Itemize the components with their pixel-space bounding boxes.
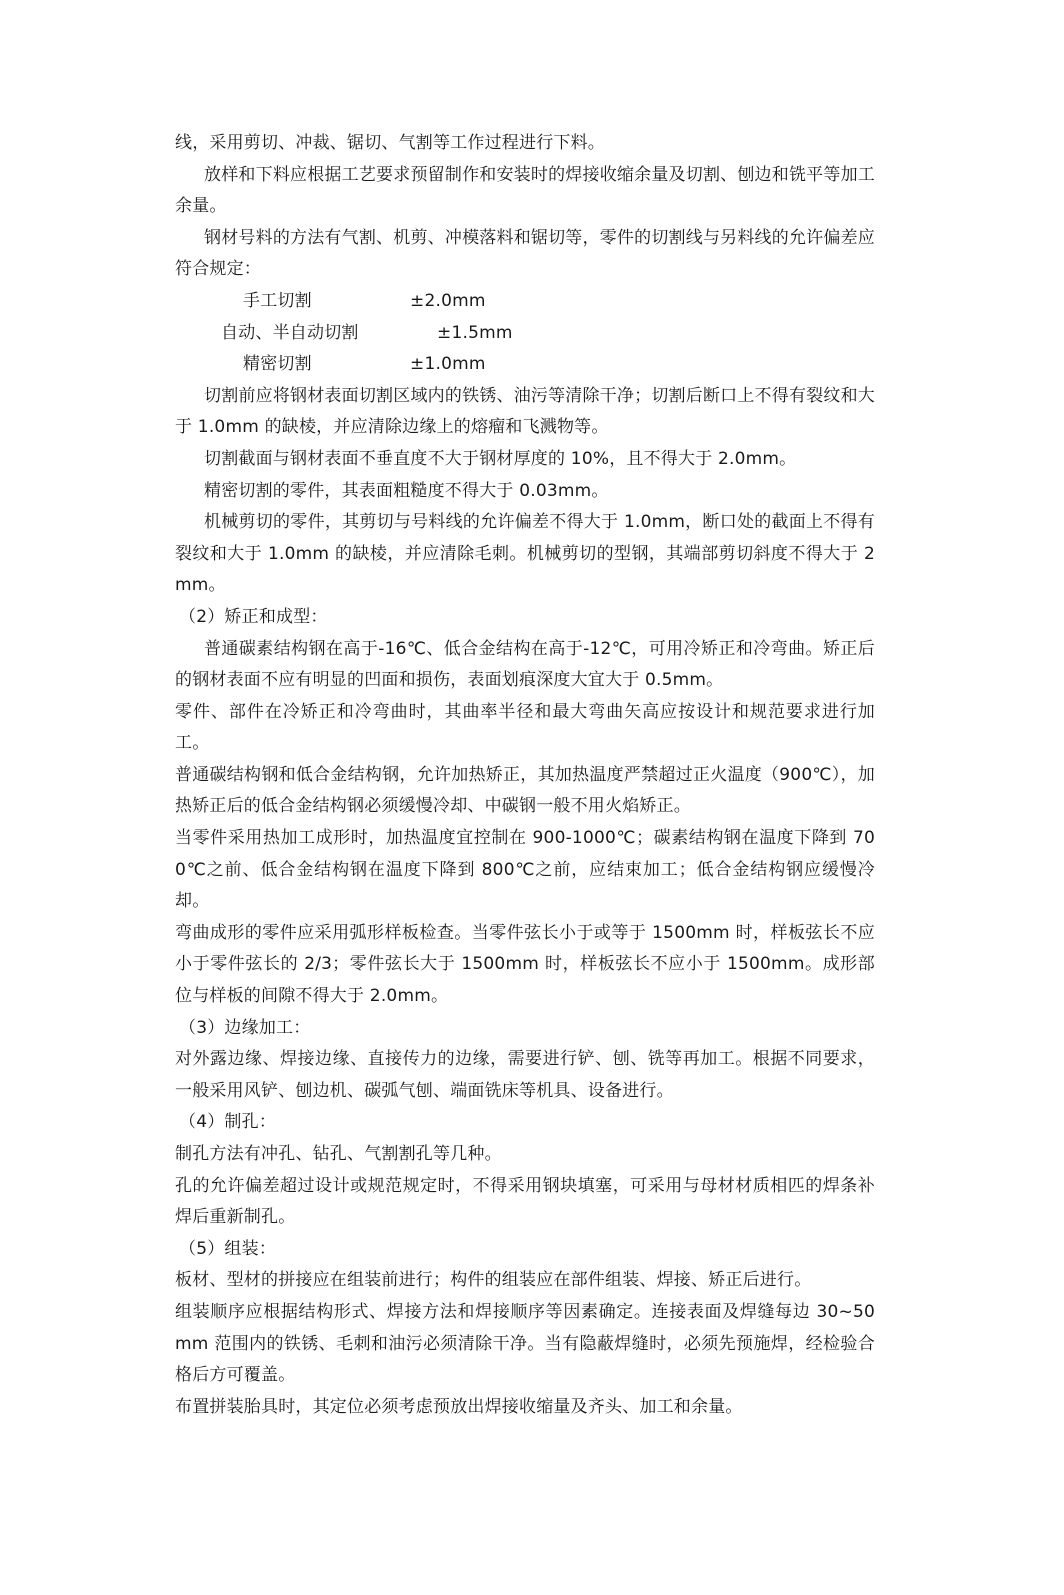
paragraph: 切割前应将钢材表面切割区域内的铁锈、油污等清除干净；切割后断口上不得有裂纹和大于 1.0mm 的缺棱，并应清除边缘上的熔瘤和飞溅物等。 [175,385,875,438]
tolerance-value: ±2.0mm [410,290,486,311]
paragraph: 弯曲成形的零件应采用弧形样板检查。当零件弦长小于或等于 1500mm 时，样板弦长不应小于零件弦长的 2/3；零件弦长大于 1500mm 时，样板弦长不应小于 1500mm。成形部位与样板的间隙不得大于 2.0mm。 [175,922,875,1007]
tolerance-label: 手工切割 [243,290,312,311]
paragraph: 组装顺序应根据结构形式、焊接方法和焊接顺序等因素确定。连接表面及焊缝每边 30~50mm 范围内的铁锈、毛刺和油污必须清除干净。当有隐蔽焊缝时，必须先预施焊，经检验合格后方可覆盖。 [175,1301,875,1386]
section-heading: （4）制孔： [179,1112,277,1133]
paragraph: 布置拼装胎具时，其定位必须考虑预放出焊接收缩量及齐头、加工和余量。 [175,1396,743,1417]
tolerance-value: ±1.5mm [437,322,513,343]
tolerance-row-precision [175,349,875,381]
tolerance-label: 精密切割 [243,354,312,375]
paragraph: 板材、型材的拼接应在组装前进行；构件的组装应在部件组装、焊接、矫正后进行。 [175,1270,812,1291]
paragraph: 切割截面与钢材表面不垂直度不大于钢材厚度的 10%，且不得大于 2.0mm。 [204,448,797,469]
tolerance-list [175,286,875,381]
paragraph-intro: 线，采用剪切、冲裁、锯切、气割等工作过程进行下料。 [175,133,605,153]
section-heading: （5）组装： [179,1238,277,1259]
section-heading: （2）矫正和成型： [179,606,328,627]
tolerance-value: ±1.0mm [410,354,486,375]
tolerance-row-automatic [175,318,875,350]
tolerance-row-manual [175,286,875,318]
tolerance-label: 自动、半自动切割 [221,322,359,343]
paragraph: 机械剪切的零件，其剪切与号料线的允许偏差不得大于 1.0mm，断口处的截面上不得有裂纹和大于 1.0mm 的缺棱，并应清除毛刺。机械剪切的型钢，其端部剪切斜度不得大于 2mm。 [175,512,875,596]
paragraph: 孔的允许偏差超过设计或规范规定时，不得采用钢块填塞，可采用与母材材质相匹的焊条补焊后重新制孔。 [175,1175,875,1228]
paragraph: 对外露边缘、焊接边缘、直接传力的边缘，需要进行铲、刨、铣等再加工。根据不同要求，一般采用风铲、刨边机、碳弧气刨、端面铣床等机具、设备进行。 [175,1049,875,1101]
paragraph: 精密切割的零件，其表面粗糙度不得大于 0.03mm。 [204,480,609,501]
paragraph: 零件、部件在冷矫正和冷弯曲时，其曲率半径和最大弯曲矢高应按设计和规范要求进行加工。 [175,701,875,754]
paragraph: 当零件采用热加工成形时，加热温度宜控制在 900-1000℃；碳素结构钢在温度下降到 700℃之前、低合金结构钢在温度下降到 800℃之前，应结束加工；低合金结构钢应缓慢冷却。 [175,828,875,912]
section-heading: （3）边缘加工： [179,1017,311,1038]
paragraph-allowance: 放样和下料应根据工艺要求预留制作和安装时的焊接收缩余量及切割、刨边和铣平等加工余量。 [175,164,875,217]
document-page [175,128,875,1423]
paragraph-marking: 钢材号料的方法有气割、机剪、冲模落料和锯切等，零件的切割线与另料线的允许偏差应符合规定： [175,227,875,280]
paragraph: 普通碳素结构钢在高于-16℃、低合金结构在高于-12℃，可用冷矫正和冷弯曲。矫正后的钢材表面不应有明显的凹面和损伤，表面划痕深度大宜大于 0.5mm。 [175,638,875,691]
paragraph: 普通碳结构钢和低合金结构钢，允许加热矫正，其加热温度严禁超过正火温度（900℃），加热矫正后的低合金结构钢必须缓慢冷却、中碳钢一般不用火焰矫正。 [175,764,875,817]
paragraph: 制孔方法有冲孔、钻孔、气割割孔等几种。 [175,1144,502,1164]
